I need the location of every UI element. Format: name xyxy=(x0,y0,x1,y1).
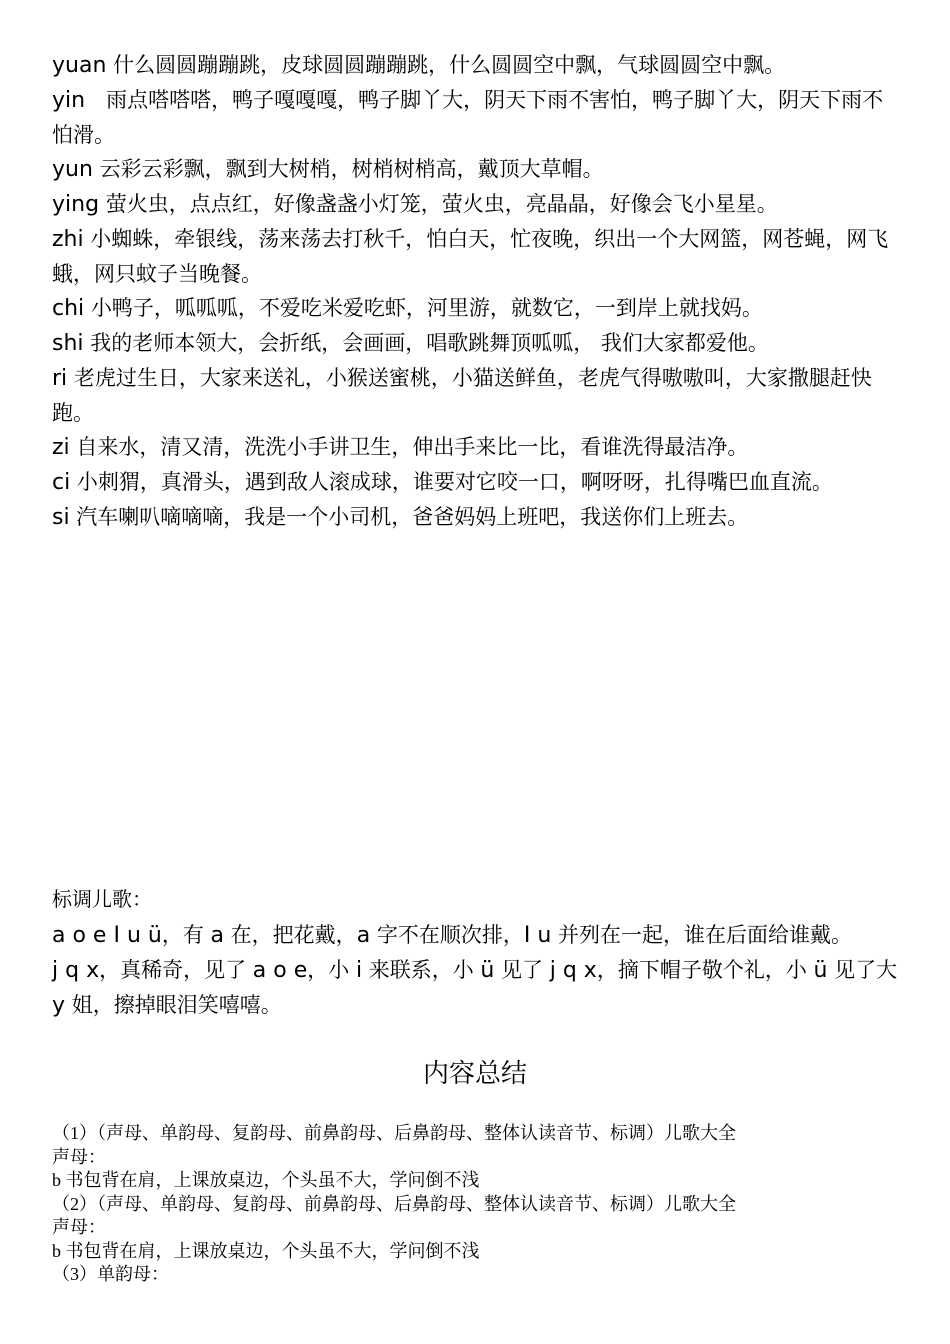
rhyme-text: 老虎过生日，大家来送礼，小猴送蜜桃，小猫送鲜鱼，老虎气得嗷嗷叫，大家撒腿赶快跑。 xyxy=(52,366,872,425)
rhyme-pinyin: yin xyxy=(52,88,86,113)
rhyme-text: 并列在一起，谁在后面给谁戴。 xyxy=(551,923,852,947)
rhyme-text: ，真稀奇，见了 xyxy=(99,958,253,982)
rhyme-line xyxy=(52,430,902,465)
pinyin-letters: a o e xyxy=(252,958,308,983)
rhyme-pinyin: si xyxy=(52,505,70,530)
rhyme-line xyxy=(52,361,902,430)
rhyme-pinyin: ying xyxy=(52,192,100,217)
pinyin-letters: I u xyxy=(523,923,552,948)
summary-line: （2）（声母、单韵母、复韵母、前鼻韵母、后鼻韵母、整体认读音节、标调）儿歌大全 xyxy=(52,1193,736,1214)
rhyme-text: 见了 xyxy=(494,958,550,982)
rhyme-line xyxy=(52,465,902,500)
pinyin-letters: y xyxy=(52,993,66,1018)
rhyme-text: 云彩云彩飘，飘到大树梢，树梢树梢高，戴顶大草帽。 xyxy=(92,157,604,181)
pinyin-letters: j q x xyxy=(52,958,100,983)
summary-line: （1）（声母、单韵母、复韵母、前鼻韵母、后鼻韵母、整体认读音节、标调）儿歌大全 xyxy=(52,1123,736,1143)
rhyme-text: 我的老师本领大，会折纸，会画画，唱歌跳舞顶呱呱， 我们大家都爱他。 xyxy=(83,331,769,355)
rhyme-line xyxy=(52,83,902,152)
rhyme-line xyxy=(52,500,902,535)
pinyin-letters: a xyxy=(210,923,224,948)
rhyme-pinyin: shi xyxy=(52,331,84,356)
rhyme-text: 汽车喇叭嘀嘀嘀，我是一个小司机，爸爸妈妈上班吧，我送你们上班去。 xyxy=(69,505,749,529)
rhyme-line xyxy=(52,222,902,291)
rhyme-text: ，小 xyxy=(307,958,356,982)
rhyme-line xyxy=(52,187,902,222)
rhyme-text: 雨点嗒嗒嗒，鸭子嘎嘎嘎，鸭子脚丫大，阴天下雨不害怕，鸭子脚丫大，阴天下雨不怕滑。 xyxy=(52,88,884,147)
rhyme-pinyin: ri xyxy=(52,366,68,391)
rhyme-line xyxy=(52,48,902,83)
summary-title: 内容总结 xyxy=(422,1059,527,1089)
summary-line: 声母： xyxy=(52,1217,106,1237)
pinyin-letters: i xyxy=(355,958,363,983)
rhyme-text: 什么圆圆蹦蹦跳，皮球圆圆蹦蹦跳，什么圆圆空中飘，气球圆圆空中飘。 xyxy=(106,53,786,77)
pinyin-rhyme-list xyxy=(52,48,902,535)
rhyme-pinyin: ci xyxy=(52,470,71,495)
pinyin-letters: ü xyxy=(813,958,828,983)
rhyme-pinyin: zi xyxy=(52,435,70,460)
pinyin-letters: j q x xyxy=(549,958,597,983)
rhyme-pinyin: yun xyxy=(52,157,93,182)
pinyin-letters: a o e I u ü xyxy=(52,923,162,948)
summary-line: b 书包背在肩，上课放桌边，个头虽不大，学问倒不浅 xyxy=(52,1240,480,1261)
rhyme-line xyxy=(52,291,902,326)
tone-rhyme-lines xyxy=(52,918,902,1023)
rhyme-pinyin: chi xyxy=(52,296,85,321)
tone-rhyme-section xyxy=(52,882,902,1023)
summary-line: 声母： xyxy=(52,1146,106,1167)
rhyme-text: 小鸭子，呱呱呱，不爱吃米爱吃虾，河里游，就数它，一到岸上就找妈。 xyxy=(84,296,763,320)
pinyin-letters: a xyxy=(356,923,371,948)
pinyin-letters: ü xyxy=(480,958,495,983)
tone-rhyme-line xyxy=(52,918,902,953)
rhyme-line xyxy=(52,326,902,361)
summary-line: （3）单韵母： xyxy=(52,1264,169,1284)
rhyme-text: ，有 xyxy=(161,923,211,947)
rhyme-line xyxy=(52,152,902,187)
rhyme-text: 小蜘蛛，牵银线，荡来荡去打秋千，怕白天，忙夜晚，织出一个大网篮，网苍蝇，网飞蛾，网只蚊子当晚餐。 xyxy=(52,227,889,286)
summary-block xyxy=(52,1122,912,1287)
summary-line: b 书包背在肩，上课放桌边，个头虽不大，学问倒不浅 xyxy=(52,1170,480,1190)
tone-rhyme-line xyxy=(52,953,902,1023)
tone-rhyme-heading: 标调儿歌： xyxy=(52,887,152,911)
rhyme-text: 姐，擦掉眼泪笑嘻嘻。 xyxy=(65,993,282,1017)
rhyme-pinyin: zhi xyxy=(52,227,84,252)
rhyme-text: 自来水，清又清，洗洗小手讲卫生，伸出手来比一比，看谁洗得最洁净。 xyxy=(69,435,749,459)
rhyme-pinyin: yuan xyxy=(52,53,107,78)
rhyme-text: 字不在顺次排， xyxy=(370,923,524,947)
rhyme-text: 在，把花戴， xyxy=(224,923,357,947)
rhyme-text: 小刺猬，真滑头，遇到敌人滚成球，谁要对它咬一口，啊呀呀，扎得嘴巴血直流。 xyxy=(70,470,833,494)
rhyme-text: 萤火虫，点点红，好像盏盏小灯笼，萤火虫，亮晶晶，好像会飞小星星。 xyxy=(99,192,778,216)
rhyme-text: 见了大 xyxy=(827,958,898,982)
rhyme-text: 来联系，小 xyxy=(362,958,481,982)
rhyme-text: ，摘下帽子敬个礼，小 xyxy=(596,958,814,982)
